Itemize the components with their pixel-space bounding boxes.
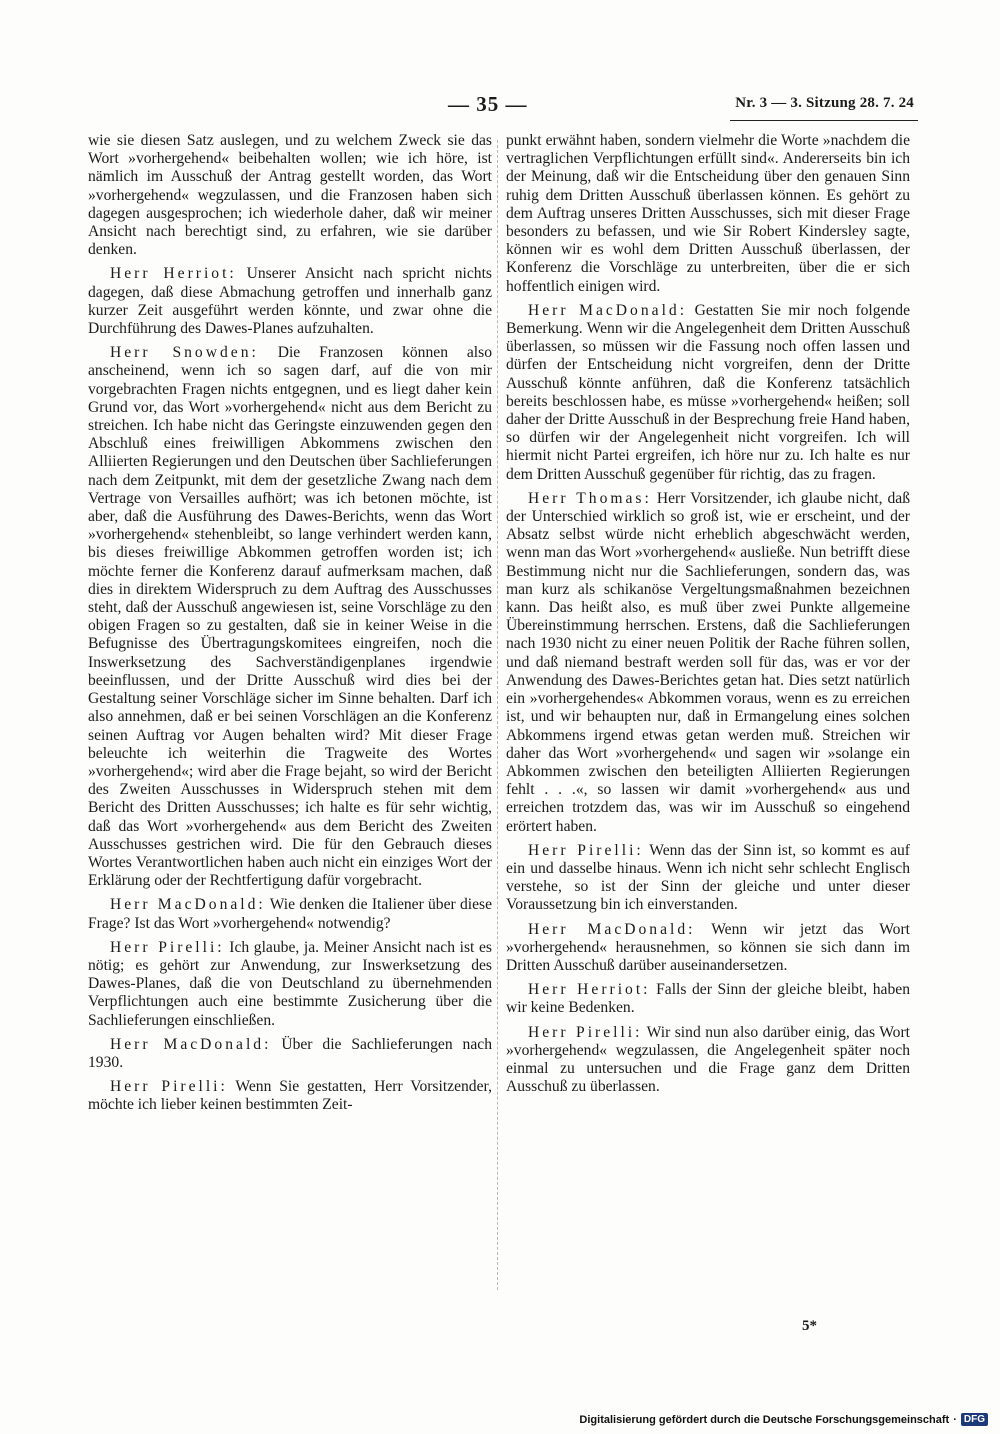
paragraph (88, 1036, 492, 1072)
paragraph-text: Die Franzosen können also anscheinend, wenn ich so sagen darf, auf die von mir vorgebrachten Fragen nichts entgegnen, und es liegt daher kein Grund vor, das Wort »vorhergehend« nicht aus dem Bericht zu streichen. Ich habe nicht das Geringste einzuwenden gegen den Abschluß eines freiwilligen Abkommens zwischen den Alliierten Regierungen und den Deutschen über Sachlieferungen nach dem Zeitpunkt, mit dem der gesetzliche Zwang nach dem Vertrage von Versailles aufhört; was ich betonen möchte, ist aber, daß die Ausführung des Dawes-Berichts, wenn das Wort »vorhergehend« stehenbleibt, so lange verhindert werden kann, bis dieses freiwillige Abkommen getroffen worden ist; ich möchte ferner die Konferenz darauf aufmerksam machen, daß dies in direktem Widerspruch zu dem Auftrag des Ausschusses steht, daß der Ausschuß angewiesen ist, seine Vorschläge zu den obigen Fragen so zu gestalten, daß sie in keiner Weise in die Befugnisse des Übertragungskomitees eingreifen, noch die Inswerksetzung des Sachverständigenplanes irgendwie beeinflussen, und der Dritte Ausschuß wird dies bei der Gestaltung seiner Vorschläge sicher im Sinne behalten. Darf ich also annehmen, daß er bei seinen Vorschlägen an die Konferenz seinen Auftrag vor Augen behalten wird? Mit dieser Frage beleuchte ich weiterhin die Tragweite des Wortes »vorhergehend«; wird aber die Frage bejaht, so wird der Bericht des Zweiten Ausschusses in Widerspruch stehen mit dem Bericht des Dritten Ausschusses; ich halte es für sehr wichtig, daß das Wort »vorhergehend« aus dem Bericht des Zweiten Ausschusses gestrichen wird. Die für den Gebrauch dieses Wortes Verantwortlichen haben auch nicht ein einziges Wort der Erklärung oder der Rechtfertigung dafür vorgebracht. (88, 344, 492, 890)
paragraph (506, 490, 910, 836)
column-divider (497, 140, 499, 1290)
paragraph (506, 981, 910, 1017)
paragraph-text: Wenn wir jetzt das Wort »vorhergehend« herausnehmen, so können sie sich dann im Dritten Ausschuß darüber auseinandersetzen. (506, 920, 910, 974)
paragraph (88, 265, 492, 338)
speaker-name: Herr Pirelli: (110, 1078, 228, 1096)
speaker-name: Herr MacDonald: (110, 1035, 272, 1053)
speaker-name: Herr Pirelli: (528, 1023, 643, 1041)
paragraph-text: Über die Sachlieferungen nach 1930. (88, 1035, 492, 1071)
paragraph-text: Ich glaube, ja. Meiner Ansicht nach ist es nötig; es gehört zur Anwendung, zur Inswerksetzung des Dawes-Planes, daß die von Deutschland zu übernehmenden Verpflichtungen auch eine bestimmte Zusicherung über die Sachlieferungen einschließen. (88, 938, 492, 1029)
footer-text: Digitalisierung gefördert durch die Deutsche Forschungsgemeinschaft (579, 1413, 950, 1426)
paragraph-text: punkt erwähnt haben, sondern vielmehr die Worte »nachdem die vertraglichen Verpflichtungen erfüllt sind«. Andererseits bin ich der Meinung, daß wir die Entscheidung über den genauen Sinn ruhig dem Dritten Ausschuß überlassen können. Es gehört zu dem Auftrag unseres Dritten Ausschusses, sich mit dieser Frage besonders zu befassen, und wie Sir Robert Kindersley sagte, können wir es wohl dem Dritten Ausschuß überlassen, der Konferenz die Vorschläge zu unterbreiten, über die er sich hoffentlich einigen wird. (506, 132, 910, 295)
header-rule (730, 120, 918, 121)
footer: Digitalisierung gefördert durch die Deutsche Forschungsgemeinschaft · DFG (579, 1413, 988, 1426)
speaker-name: Herr MacDonald: (110, 896, 266, 914)
paragraph-text: Wenn Sie gestatten, Herr Vorsitzender, möchte ich lieber keinen bestimmten Zeit- (88, 1078, 492, 1114)
paragraph (506, 921, 910, 976)
right-column (506, 132, 910, 1102)
page-header (0, 88, 1000, 118)
paragraph (88, 132, 492, 259)
paragraph (506, 302, 910, 484)
paragraph-text: Gestatten Sie mir noch folgende Bemerkung. Wenn wir die Angelegenheit dem Dritten Ausschuß überlassen, so müssen wir die Fassung noch offen lassen und dürfen der Entscheidung nicht vorgreifen, denn der Dritte Ausschuß könnte anführen, daß die Konferenz tatsächlich bereits beschlossen habe, es müsse »vorhergehend« heißen; soll daher der Dritte Ausschuß in der Besprechung freie Hand haben, so dürfen wir der Angelegenheit nicht vorgreifen. Ich will hiermit nicht Partei ergreifen, ich höre nur zu. Ich halte es nur dem Dritten Ausschuß gegenüber für richtig, das zu fragen. (506, 301, 910, 483)
paragraph-text: Wir sind nun also darüber einig, das Wort »vorhergehend« wegzulassen, die Angelegenheit später noch einmal zu untersuchen und die Frage ganz dem Dritten Ausschuß zu überlassen. (506, 1023, 910, 1096)
paragraph-text: wie sie diesen Satz auslegen, und zu welchem Zweck sie das Wort »vorhergehend« beibehalten wollen; wie ich höre, ist nämlich im Ausschuß der Antrag gestellt worden, das Wort »vorhergehend« wegzulassen, und die Franzosen haben sich dagegen ausgesprochen; ich wiederhole daher, daß wir meiner Ansicht nach berechtigt sind, zu erfahren, wie sie darüber denken. (88, 132, 492, 259)
paragraph-text: Falls der Sinn der gleiche bleibt, haben wir keine Bedenken. (506, 981, 910, 1017)
signature-mark: 5* (802, 1318, 817, 1334)
paragraph (88, 344, 492, 890)
paragraph-text: Wie denken die Italiener über diese Frage? Ist das Wort »vorhergehend« notwendig? (88, 896, 492, 932)
dfg-logo-icon: DFG (961, 1413, 988, 1426)
paragraph-text: Unserer Ansicht nach spricht nichts dagegen, daß diese Abmachung getroffen und innerhalb ganz kurzer Zeit ausgeführt werden könnte, und zwar ohne die Durchführung des Dawes-Planes aufzuhalten. (88, 265, 492, 338)
speaker-name: Herr MacDonald: (528, 920, 696, 938)
speaker-name: Herr Herriot: (110, 265, 237, 283)
left-column (88, 132, 492, 1121)
paragraph (88, 939, 492, 1030)
speaker-name: Herr Pirelli: (528, 841, 644, 859)
speaker-name: Herr MacDonald: (528, 301, 688, 319)
paragraph (506, 842, 910, 915)
speaker-name: Herr Snowden: (110, 344, 259, 362)
paragraph-text: Wenn das der Sinn ist, so kommt es auf ein und dasselbe hinaus. Wenn ich nicht sehr schlecht Englisch verstehe, so ist der Sinn der gleiche und unter dieser Voraussetzung bin ich einverstanden. (506, 841, 910, 914)
paragraph (88, 1078, 492, 1114)
speaker-name: Herr Pirelli: (110, 938, 225, 956)
paragraph (88, 896, 492, 932)
speaker-name: Herr Herriot: (528, 981, 651, 999)
page-number: — 35 — (448, 92, 528, 116)
paragraph (506, 132, 910, 296)
speaker-name: Herr Thomas: (528, 489, 652, 507)
paragraph (506, 1024, 910, 1097)
paragraph-text: Herr Vorsitzender, ich glaube nicht, daß der Unterschied wirklich so groß ist, wie er erscheint, und der Absatz selbst würde nicht erheblich abgeschwächt werden, wenn man das Wort »vorhergehend« ausließe. Nun betrifft diese Bestimmung nicht nur die Sachlieferungen, sondern das, was man kurz als schikanöse Vergeltungsmaßnahmen bezeichnen kann. Das heißt also, es muß über zwei Punkte allgemeine Übereinstimmung herrschen. Erstens, daß die Sachlieferungen nach 1930 nicht zu einer neuen Politik der Rache führen sollen, und daß niemand bestraft werden soll für das, was er vor der Anwendung des Dawes-Berichtes getan hat. Dies setzt natürlich ein »vorhergehendes« Abkommen voraus, wenn es zu erreichen ist, und wir behaupten nur, daß in Ermangelung eines solchen Abkommens irgend etwas getan werden muß. Streichen wir daher das Wort »vorhergehend« und sagen wir »solange ein Abkommen zwischen den beteiligten Alliierten Regierungen fehlt . . .«, so lassen wir damit »vorhergehend« aus und erreichen trotzdem das, was wir im Ausschuß so eingehend erörtert haben. (506, 489, 910, 835)
issue-info: Nr. 3 — 3. Sitzung 28. 7. 24 (735, 95, 914, 111)
